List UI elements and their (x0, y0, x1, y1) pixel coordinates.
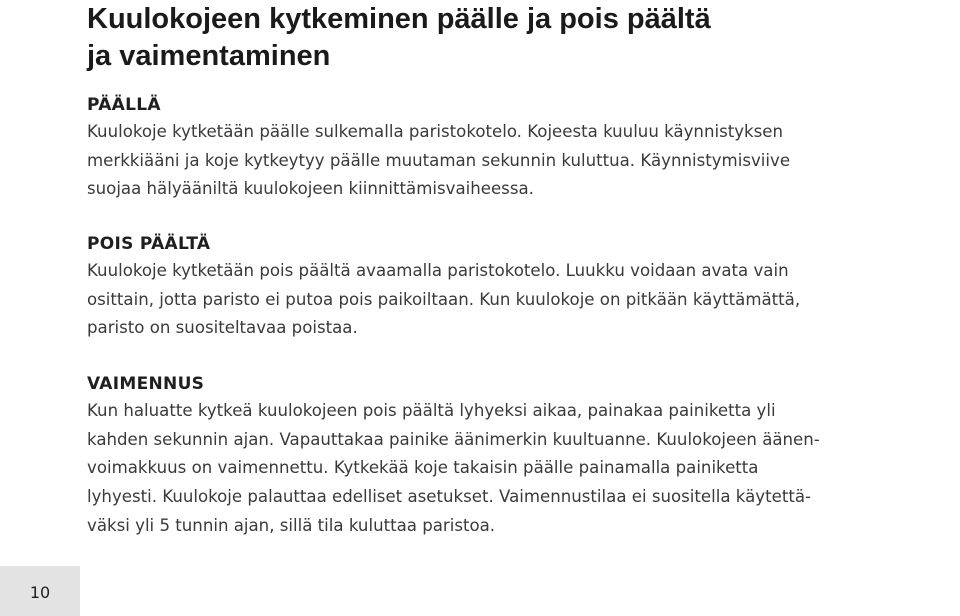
body-line: merkkiääni ja koje kytkeytyy päälle muutaman sekunnin kuluttua. Käynnistymisviive (87, 150, 791, 170)
title-line-2: ja vaimentaminen (87, 40, 331, 72)
body-line: Kuulokoje kytketään päälle sulkemalla paristokotelo. Kojeesta kuuluu käynnistyksen (87, 122, 784, 141)
body-line: lyhyesti. Kuulokoje palauttaa edelliset asetukset. Vaimennustilaa ei suositella käytettä- (87, 487, 811, 507)
body-line: paristo on suositeltavaa poistaa. (87, 318, 358, 338)
section-on (87, 92, 947, 204)
section-heading-mute: VAIMENNUS (87, 374, 205, 394)
body-line: väksi yli 5 tunnin ajan, sillä tila kuluttaa paristoa. (87, 515, 496, 535)
section-mute (87, 371, 947, 541)
body-line: voimakkuus on vaimennettu. Kytkekää koje takaisin päälle painamalla painiketta (87, 458, 759, 478)
section-body-mute (87, 397, 947, 541)
body-line: Kun haluatte kytkeä kuulokojeen pois päältä lyhyeksi aikaa, painakaa painiketta yli (87, 401, 776, 420)
page-number-tab (0, 566, 80, 616)
body-line: kahden sekunnin ajan. Vapauttakaa painike äänimerkin kuultuanne. Kuulokojeen äänen- (87, 429, 820, 449)
section-body-off (87, 257, 947, 343)
body-line: suojaa hälyääniltä kuulokojeen kiinnittämisvaiheessa. (87, 179, 534, 199)
section-heading-on: PÄÄLLÄ (87, 95, 161, 115)
page-number: 10 (29, 582, 51, 602)
section-body-on (87, 118, 947, 204)
section-heading-off: POIS PÄÄLTÄ (87, 234, 211, 254)
page-title (87, 0, 947, 75)
body-line: Kuulokoje kytketään pois päältä avaamalla paristokotelo. Luukku voidaan avata vain (87, 261, 789, 280)
section-off (87, 231, 947, 343)
body-line: osittain, jotta paristo ei putoa pois paikoiltaan. Kun kuulokoje on pitkään käyttämättä, (87, 289, 801, 309)
title-line-1: Kuulokojeen kytkeminen päälle ja pois päältä (87, 3, 711, 35)
